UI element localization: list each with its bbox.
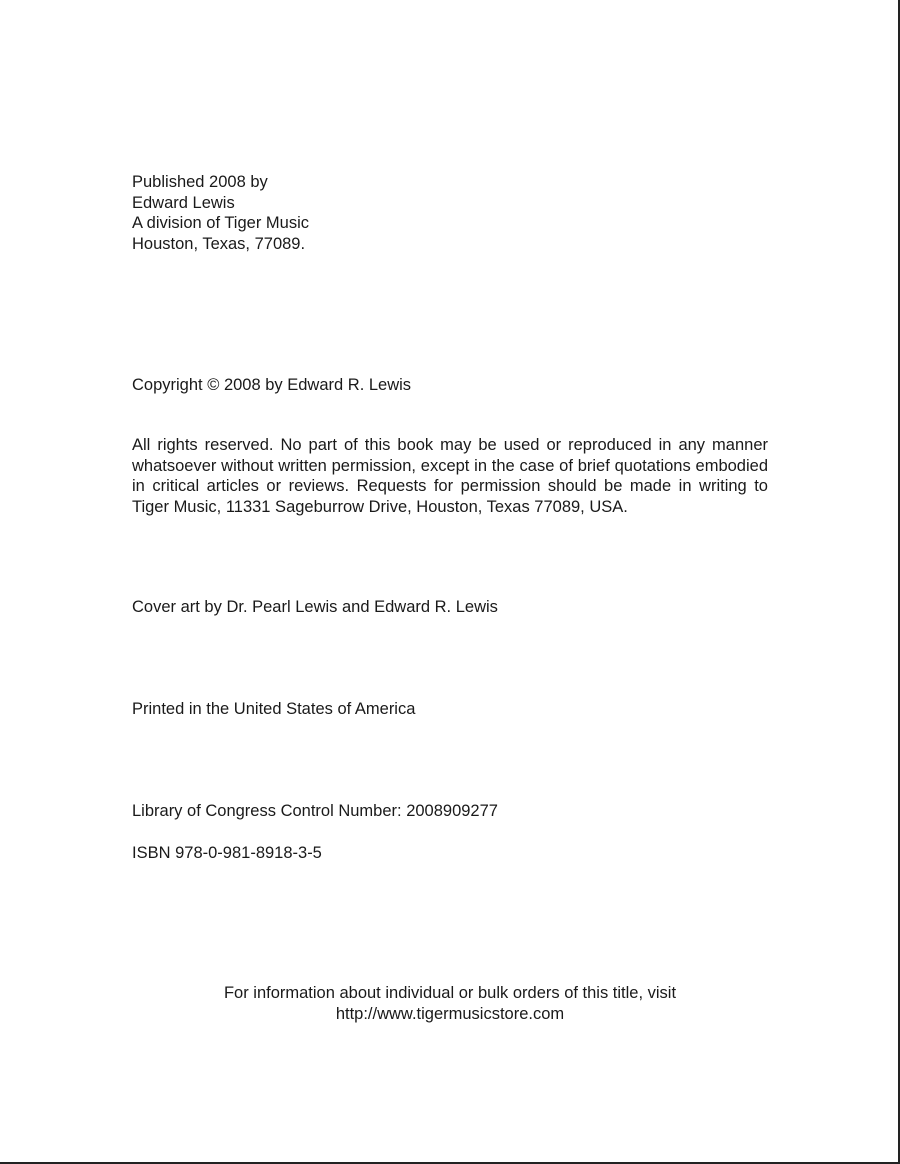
rights-reserved-paragraph: All rights reserved. No part of this book may be used or reproduced in any manner whatsoever without written permission, except in the case of brief quotations embodied in critical articles or reviews. Requests for permission should be made in writing to Tiger Music, 11331 Sageburrow Drive, Houston, Texas 77089, USA.	[132, 436, 768, 516]
orders-info	[132, 983, 768, 1024]
printed-in	[132, 699, 415, 720]
copyright-notice	[132, 375, 411, 396]
publisher-line-1: Published 2008 by	[132, 173, 268, 191]
isbn	[132, 843, 322, 864]
cover-art-text: Cover art by Dr. Pearl Lewis and Edward R. Lewis	[132, 598, 498, 616]
isbn-text: ISBN 978-0-981-8918-3-5	[132, 844, 322, 862]
publisher-name: Edward Lewis	[132, 193, 235, 212]
lccn-text: Library of Congress Control Number: 2008909277	[132, 802, 498, 820]
publisher-block	[132, 172, 309, 254]
publisher-division: A division of Tiger Music	[132, 214, 309, 232]
copyright-text: Copyright © 2008 by Edward R. Lewis	[132, 376, 412, 394]
orders-info-text: For information about individual or bulk orders of this title, visit	[223, 984, 677, 1002]
printed-in-text: Printed in the United States of America	[132, 700, 416, 718]
publisher-address: Houston, Texas, 77089.	[132, 234, 306, 253]
lccn	[132, 801, 498, 822]
store-url[interactable]: http://www.tigermusicstore.com	[335, 1004, 565, 1023]
cover-art-credit	[132, 597, 498, 618]
